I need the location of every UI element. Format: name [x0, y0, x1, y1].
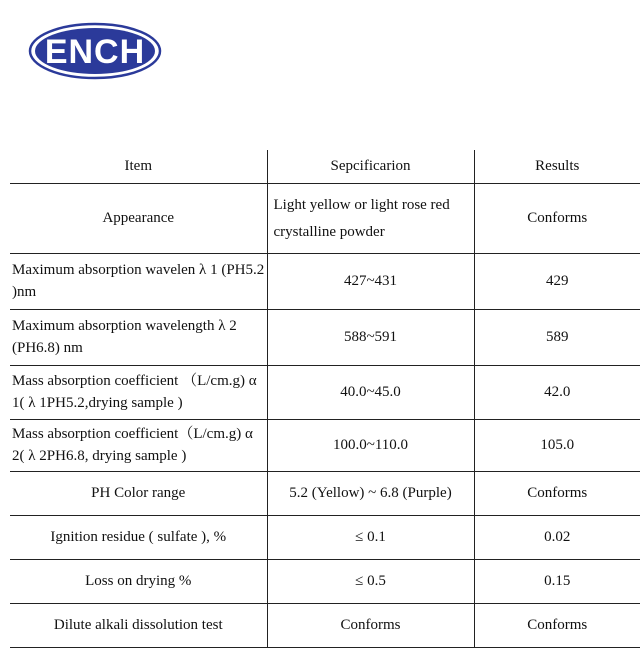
specification-table — [10, 150, 640, 648]
row-item: Mass absorption coefficient（L/cm.g) α 2( λ 2PH6.8, drying sample ) — [10, 420, 267, 472]
row-spec: ≤ 0.5 — [267, 560, 474, 604]
row-item: Mass absorption coefficient （L/cm.g) α 1( λ 1PH5.2,drying sample ) — [10, 366, 267, 420]
row-item: Loss on drying % — [10, 560, 267, 604]
row-item: Dilute alkali dissolution test — [10, 604, 267, 648]
header-item: Item — [10, 150, 267, 184]
row-spec: Conforms — [267, 604, 474, 648]
table-row — [10, 516, 640, 560]
table-row — [10, 184, 640, 254]
row-spec: ≤ 0.1 — [267, 516, 474, 560]
table-row — [10, 420, 640, 472]
table-row — [10, 366, 640, 420]
header-specification: Sepcificarion — [267, 150, 474, 184]
row-spec: 100.0~110.0 — [267, 420, 474, 472]
table-row — [10, 604, 640, 648]
row-item: Appearance — [10, 184, 267, 254]
row-spec: Light yellow or light rose red crystalline powder — [267, 184, 474, 254]
row-item: Maximum absorption wavelen λ 1 (PH5.2 )nm — [10, 254, 267, 310]
row-spec: 40.0~45.0 — [267, 366, 474, 420]
row-spec: 427~431 — [267, 254, 474, 310]
row-item: PH Color range — [10, 472, 267, 516]
row-result: 42.0 — [474, 366, 640, 420]
table-row — [10, 560, 640, 604]
row-result: 589 — [474, 310, 640, 366]
row-result: Conforms — [474, 184, 640, 254]
table-row — [10, 472, 640, 516]
header-results: Results — [474, 150, 640, 184]
table-row — [10, 310, 640, 366]
row-result: 429 — [474, 254, 640, 310]
row-spec: 5.2 (Yellow) ~ 6.8 (Purple) — [267, 472, 474, 516]
row-result: 0.15 — [474, 560, 640, 604]
table-row — [10, 254, 640, 310]
row-result: 105.0 — [474, 420, 640, 472]
row-result: Conforms — [474, 472, 640, 516]
row-result: Conforms — [474, 604, 640, 648]
row-spec: 588~591 — [267, 310, 474, 366]
row-result: 0.02 — [474, 516, 640, 560]
row-item: Ignition residue ( sulfate ), % — [10, 516, 267, 560]
logo-text: ENCH — [44, 33, 146, 71]
row-item: Maximum absorption wavelength λ 2 (PH6.8) nm — [10, 310, 267, 366]
ench-logo — [28, 22, 162, 80]
table-header-row — [10, 150, 640, 184]
